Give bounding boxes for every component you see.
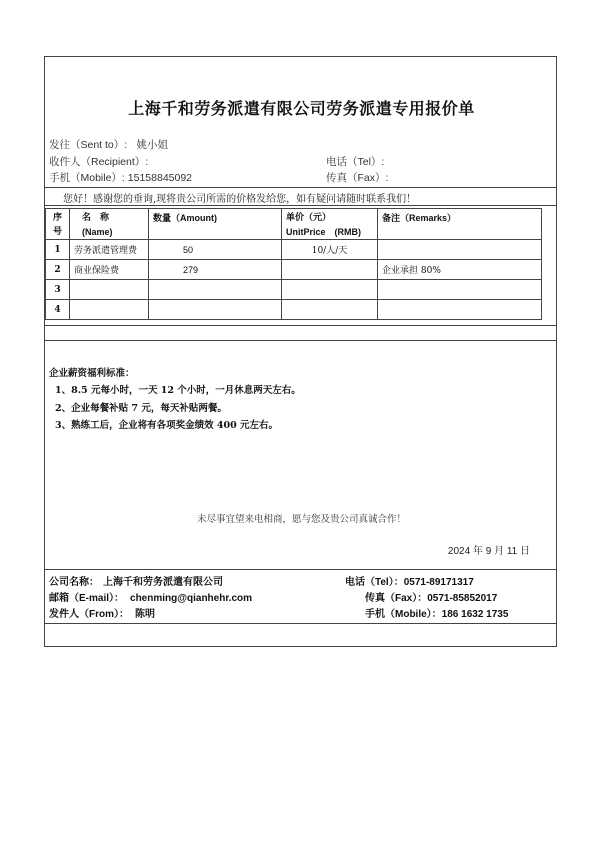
footer-tel-label: 电话（Tel）： xyxy=(345,577,404,588)
company-value: 上海千和劳务派遣有限公司 xyxy=(103,577,223,588)
row-amount: 279 xyxy=(149,260,282,280)
row-price: 10/人/天 xyxy=(282,240,378,260)
header-name-en: (Name) xyxy=(82,227,113,237)
footer-mobile-label: 手机（Mobile）： xyxy=(365,609,442,620)
footer-from-value: 陈明 xyxy=(135,609,155,620)
benefit-item: 3、熟练工后，企业将有各项奖金绩效 400 元左右。 xyxy=(55,420,279,431)
row-seq: 4 xyxy=(46,300,70,320)
footer-company xyxy=(49,573,223,588)
company-label: 公司名称： xyxy=(49,577,99,588)
page-title: 上海千和劳务派遣有限公司劳务派遣专用报价单 xyxy=(128,99,475,118)
mobile-label: 手机（Mobile）: xyxy=(49,172,125,184)
quote-date: 2024 年 9 月 11 日 xyxy=(447,546,530,557)
row-amount xyxy=(149,300,282,320)
benefit-item: 2、企业每餐补贴 7 元，每天补贴两餐。 xyxy=(55,403,227,414)
header-name-cn: 名 称 xyxy=(82,213,110,223)
footer-email-label: 邮箱（E-mail）： xyxy=(49,593,125,604)
row-remarks xyxy=(378,240,542,260)
tel-label: 电话（Tel）: xyxy=(326,156,385,168)
recipient-label: 收件人（Recipient）: xyxy=(49,156,149,168)
quote-table xyxy=(45,208,542,320)
footer-email-value: chenming@qianhehr.com xyxy=(130,593,253,604)
sent-to-label: 发往（Sent to）: xyxy=(49,139,128,151)
divider xyxy=(45,187,556,188)
sent-to-value: 姚小姐 xyxy=(136,139,169,151)
row-name xyxy=(70,300,149,320)
divider xyxy=(45,205,556,206)
table-row xyxy=(46,280,542,300)
divider xyxy=(45,623,556,624)
footer-mobile-value: 186 1632 1735 xyxy=(441,609,509,620)
mobile-value: 15158845092 xyxy=(127,172,193,184)
header-price-en: UnitPrice (RMB) xyxy=(286,227,362,237)
closing-text: 未尽事宜望来电相商，愿与您及贵公司真诚合作！ xyxy=(196,514,406,525)
footer-fax-label: 传真（Fax）： xyxy=(365,593,428,604)
row-name: 商业保险费 xyxy=(70,260,149,280)
divider xyxy=(45,340,556,341)
row-remarks xyxy=(378,300,542,320)
row-price xyxy=(282,280,378,300)
divider xyxy=(45,325,556,326)
benefit-item: 1、8.5 元每小时，一天 12 个小时，一月休息两天左右。 xyxy=(55,385,301,396)
row-amount: 50 xyxy=(149,240,282,260)
footer-tel xyxy=(345,573,474,588)
footer-email xyxy=(49,589,252,604)
row-seq: 3 xyxy=(46,280,70,300)
table-row xyxy=(46,240,542,260)
sent-to-line xyxy=(49,137,168,152)
row-seq: 2 xyxy=(46,260,70,280)
row-remarks: 企业承担 80% xyxy=(378,260,542,280)
header-seq: 序号 xyxy=(46,209,70,240)
quote-sheet xyxy=(44,56,557,647)
row-price xyxy=(282,260,378,280)
header-amount: 数量（Amount) xyxy=(149,209,282,240)
table-row xyxy=(46,260,542,280)
footer-tel-value: 0571-89171317 xyxy=(403,577,474,588)
header-price-cn: 单价（元） xyxy=(286,213,332,223)
header-remarks: 备注（Remarks） xyxy=(378,209,542,240)
footer-fax xyxy=(365,589,497,604)
row-name xyxy=(70,280,149,300)
table-header-row xyxy=(46,209,542,240)
greeting-text: 您好！感谢您的垂询,现将贵公司所需的价格发给您，如有疑问请随时联系我们！ xyxy=(63,194,417,205)
benefits-heading: 企业薪资福利标准： xyxy=(49,368,135,379)
mobile-line xyxy=(49,170,192,185)
row-seq: 1 xyxy=(46,240,70,260)
footer-mobile xyxy=(365,605,508,620)
footer-from-label: 发件人（From）： xyxy=(49,609,129,620)
row-price xyxy=(282,300,378,320)
table-row xyxy=(46,300,542,320)
row-amount xyxy=(149,280,282,300)
header-price xyxy=(282,209,378,240)
row-name: 劳务派遣管理费 xyxy=(70,240,149,260)
fax-label: 传真（Fax）: xyxy=(326,172,389,184)
footer-from xyxy=(49,605,155,620)
footer-fax-value: 0571-85852017 xyxy=(427,593,498,604)
header-name xyxy=(70,209,149,240)
row-remarks xyxy=(378,280,542,300)
divider xyxy=(45,569,556,570)
